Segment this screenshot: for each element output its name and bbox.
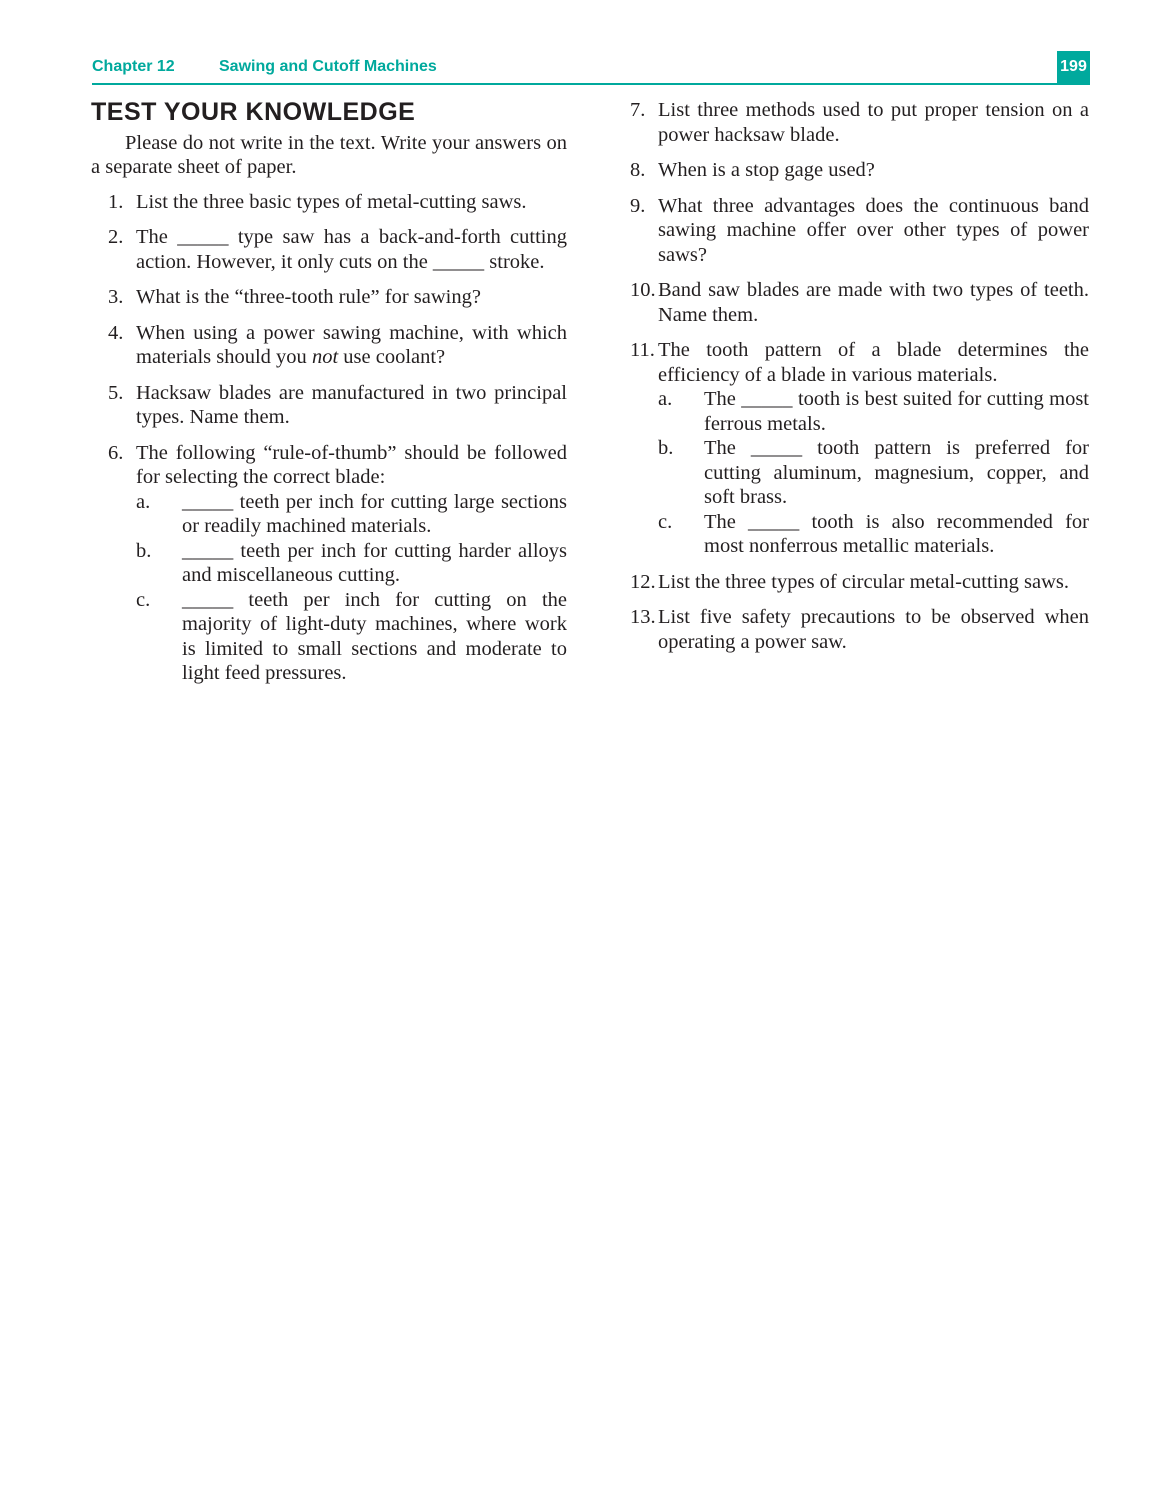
- intro-text: Please do not write in the text. Write your answers on a separate sheet of paper.: [91, 131, 567, 178]
- question: [613, 98, 1089, 147]
- question-text: List the three types of circular metal-cutting saws.: [658, 570, 1070, 593]
- sub-text: The _____ tooth pattern is preferred for cutting aluminum, magnesium, copper, and soft brass.: [704, 437, 1089, 508]
- question-text: What three advantages does the continuous band sawing machine offer over other types of power saws?: [658, 194, 1089, 266]
- sub-text: _____ teeth per inch for cutting harder alloys and miscellaneous cutting.: [182, 539, 567, 586]
- question-text: The tooth pattern of a blade determines the efficiency of a blade in various materials.: [658, 339, 1089, 386]
- question-number: 10.: [630, 279, 656, 301]
- chapter-label: Chapter 12: [92, 58, 175, 75]
- question-text: List three methods used to put proper tension on a power hacksaw blade.: [658, 99, 1089, 146]
- question-number: 8.: [630, 159, 646, 181]
- sub-question: [658, 387, 1089, 436]
- question: [91, 441, 567, 686]
- sub-text: The _____ tooth is best suited for cutting most ferrous metals.: [704, 388, 1089, 435]
- sub-question: [136, 490, 567, 539]
- section-title: TEST YOUR KNOWLEDGE: [91, 98, 416, 126]
- question-number: 13.: [630, 606, 656, 628]
- question-number: 1.: [108, 190, 124, 213]
- question: [613, 158, 1089, 183]
- question: [91, 381, 567, 430]
- question-number: 12.: [630, 570, 656, 593]
- sub-question: [658, 436, 1089, 510]
- question-text: List the three basic types of metal-cutting saws.: [136, 190, 527, 213]
- emphasis: not: [311, 346, 339, 368]
- question: [91, 225, 567, 274]
- running-header: [92, 58, 437, 76]
- header-rule: [92, 83, 1090, 85]
- question-number: 3.: [108, 286, 124, 308]
- question: [91, 321, 567, 370]
- question-number: 5.: [108, 381, 124, 404]
- question-text: The _____ type saw has a back-and-forth cutting action. However, it only cuts on the _____ stroke.: [136, 226, 567, 273]
- question-text: List five safety precautions to be observed when operating a power saw.: [658, 606, 1089, 653]
- sub-question: [658, 510, 1089, 559]
- chapter-title: Sawing and Cutoff Machines: [219, 58, 437, 75]
- sub-text: _____ teeth per inch for cutting large sections or readily machined materials.: [182, 490, 567, 537]
- question-number: 9.: [630, 194, 646, 217]
- question-body: [658, 338, 1089, 559]
- sub-label: c.: [658, 510, 673, 533]
- left-column: [91, 98, 567, 697]
- sub-label: b.: [658, 437, 674, 459]
- sub-question: [136, 588, 567, 686]
- question-text: [136, 321, 567, 370]
- text-part: use coolant?: [338, 346, 446, 368]
- question: [613, 570, 1089, 595]
- question: [613, 605, 1089, 654]
- question-text: What is the “three-tooth rule” for sawing?: [136, 286, 481, 308]
- question: [91, 190, 567, 215]
- question-body: [136, 441, 567, 686]
- sub-label: b.: [136, 539, 152, 562]
- question: [613, 194, 1089, 268]
- text-part: When using a power sawing machine, with which materials should you: [136, 321, 567, 368]
- question-text: Band saw blades are made with two types of teeth. Name them.: [658, 279, 1089, 326]
- sub-question: [136, 539, 567, 588]
- question-text: When is a stop gage used?: [658, 159, 875, 181]
- sub-text: _____ teeth per inch for cutting on the majority of light-duty machines, where work is limited to small sections and moderate to light feed pressures.: [182, 588, 567, 684]
- question-number: 4.: [108, 321, 124, 344]
- question: [91, 285, 567, 310]
- question-number: 11.: [630, 339, 655, 361]
- sub-label: a.: [658, 388, 673, 410]
- sub-label: c.: [136, 588, 151, 611]
- sub-label: a.: [136, 490, 151, 513]
- question-number: 2.: [108, 226, 124, 248]
- question-number: 6.: [108, 441, 124, 464]
- question-number: 7.: [630, 99, 646, 121]
- question-text: Hacksaw blades are manufactured in two principal types. Name them.: [136, 381, 567, 428]
- question-text: The following “rule-of-thumb” should be followed for selecting the correct blade:: [136, 441, 567, 488]
- question: [613, 278, 1089, 327]
- right-column: [613, 98, 1089, 665]
- page-number: 199: [1057, 51, 1090, 85]
- question: [613, 338, 1089, 559]
- sub-text: The _____ tooth is also recommended for most nonferrous metallic materials.: [704, 510, 1089, 557]
